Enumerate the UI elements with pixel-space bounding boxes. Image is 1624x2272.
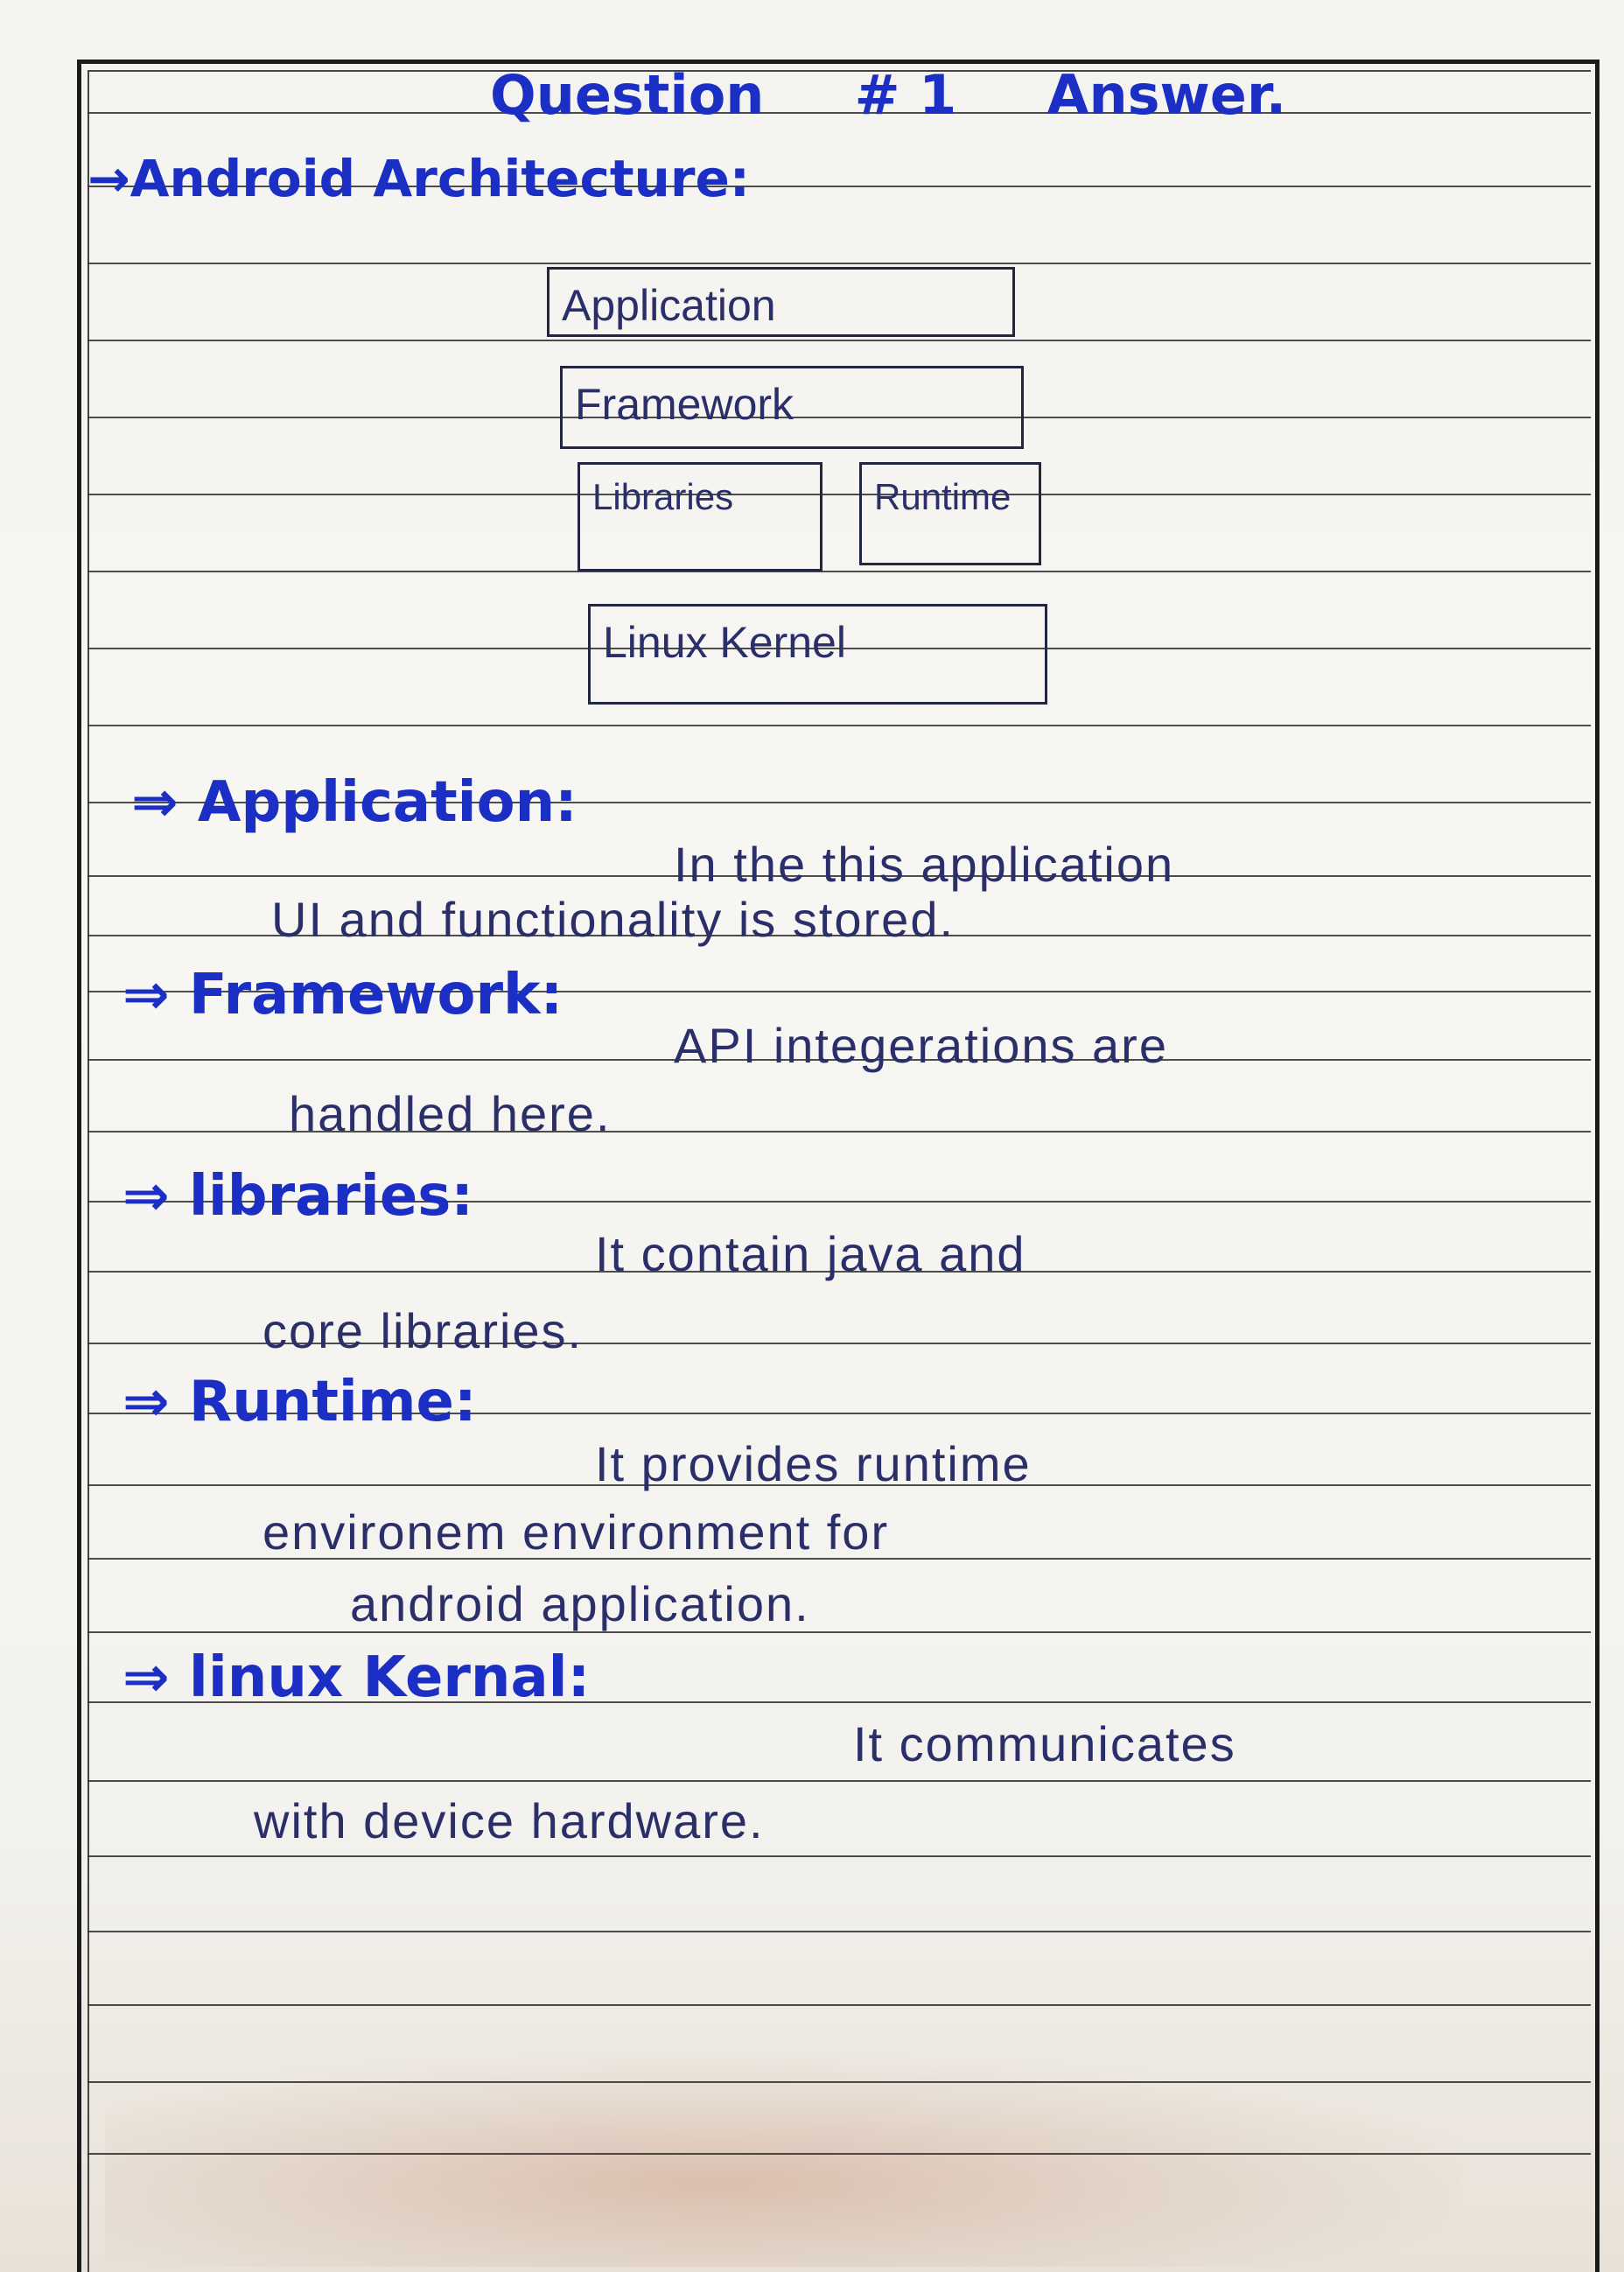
text-application-line1: In the this application <box>674 837 1175 892</box>
layer-box-runtime: Runtime <box>859 462 1041 565</box>
text-libraries-line2: core libraries. <box>262 1303 584 1358</box>
layer-box-linux-kernel: Linux Kernel <box>588 604 1047 705</box>
text-application-line2: UI and functionality is stored. <box>271 892 956 947</box>
text-runtime-line1: It provides runtime <box>595 1436 1032 1491</box>
heading-libraries: ⇒ libraries: <box>122 1164 473 1229</box>
title-question: Question <box>490 63 765 127</box>
text-framework-line1: API integerations are <box>674 1018 1168 1073</box>
layer-box-framework: Framework <box>560 366 1024 449</box>
rule-line <box>88 725 1591 726</box>
rule-line <box>88 494 1591 495</box>
title-answer: Answer. <box>1046 63 1287 127</box>
section-subheading: →Android Architecture: <box>88 149 750 208</box>
rule-line <box>88 263 1591 264</box>
heading-runtime: ⇒ Runtime: <box>122 1370 477 1434</box>
layer-box-libraries: Libraries <box>578 462 822 572</box>
rule-line <box>88 1780 1591 1782</box>
rule-line <box>88 1931 1591 1932</box>
layer-box-application: Application <box>547 267 1015 337</box>
rule-line <box>88 1631 1591 1633</box>
heading-framework: ⇒ Framework: <box>122 963 564 1027</box>
text-framework-line2: handled here. <box>289 1086 612 1141</box>
text-libraries-line1: It contain java and <box>595 1226 1026 1281</box>
title-number: # 1 <box>854 63 957 127</box>
rule-line <box>88 2153 1591 2155</box>
rule-line <box>88 571 1591 572</box>
text-runtime-line2: environem environment for <box>262 1504 890 1560</box>
text-runtime-line3: android application. <box>350 1576 810 1631</box>
rule-line <box>88 340 1591 341</box>
page-title <box>490 63 1286 127</box>
rule-line <box>88 1855 1591 1857</box>
rule-line <box>88 2004 1591 2006</box>
text-linux-kernal-line1: It communicates <box>853 1716 1236 1771</box>
heading-application: ⇒ Application: <box>131 770 578 835</box>
text-linux-kernal-line2: with device hardware. <box>254 1793 765 1848</box>
rule-line <box>88 2081 1591 2083</box>
heading-linux-kernal: ⇒ linux Kernal: <box>122 1645 591 1710</box>
